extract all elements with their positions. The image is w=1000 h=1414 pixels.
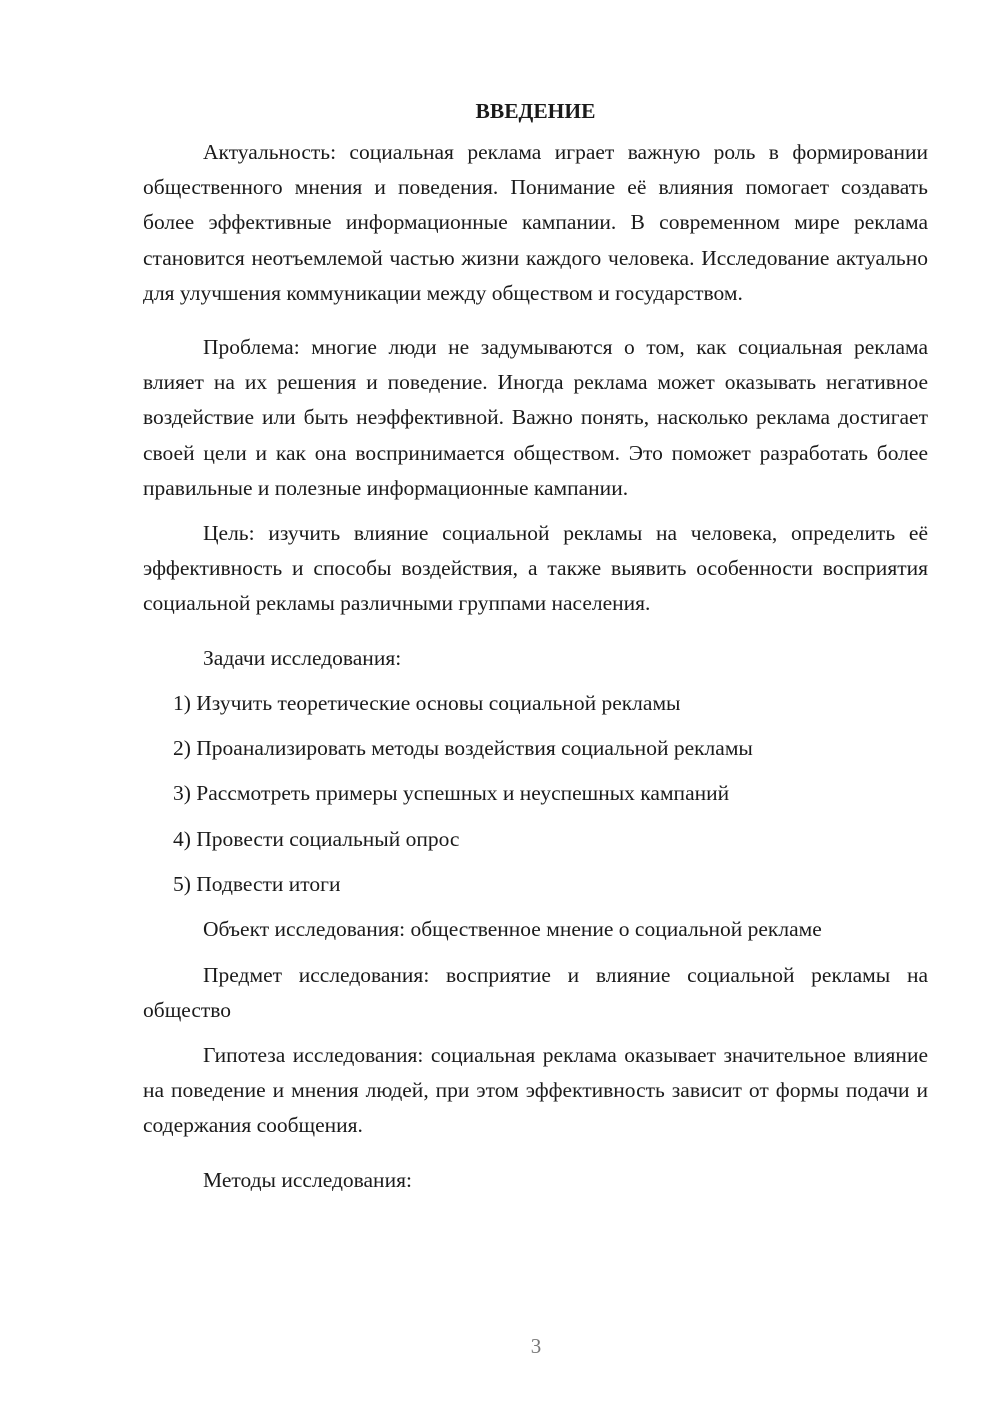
page-number: 3 (530, 1334, 542, 1358)
paragraph-hypothesis: Гипотеза исследования: социальная реклама оказывает значительное влияние на поведение и мнения людей, при этом эффективность зависит от формы подачи и содержания сообщения. (143, 1042, 928, 1138)
paragraph-object: Объект исследования: общественное мнение о социальной рекламе (203, 917, 822, 942)
list-item: 3) Рассмотреть примеры успешных и неуспешных кампаний (173, 781, 730, 806)
page-content (143, 96, 928, 1198)
paragraph-problem: Проблема: многие люди не задумываются о том, как социальная реклама влияет на их решения и поведение. Иногда реклама может оказывать негативное воздействие или быть неэффективной. Важно понять, насколько реклама достигает своей цели и как она воспринимается обществом. Это поможет разработать более правильные и полезные информационные кампании. (143, 335, 928, 500)
list-item: 1) Изучить теоретические основы социальной рекламы (173, 690, 681, 715)
tasks-heading: Задачи исследования: (203, 645, 402, 670)
paragraph-relevance: Актуальность: социальная реклама играет важную роль в формировании общественного мнения и поведения. Понимание её влияния помогает создавать более эффективные информационные кампании. В современном мире реклама становится неотъемлемой частью жизни каждого человека. Исследование актуально для улучшения коммуникации между обществом и государством. (143, 140, 928, 305)
tasks-list (143, 686, 928, 912)
page-title: ВВЕДЕНИЕ (475, 99, 596, 123)
methods-heading: Методы исследования: (203, 1167, 412, 1192)
list-item: 5) Подвести итоги (173, 872, 341, 897)
paragraph-goal: Цель: изучить влияние социальной рекламы на человека, определить её эффективность и способы воздействия, а также выявить особенности восприятия социальной рекламы различными группами населения. (143, 521, 928, 616)
list-item: 2) Проанализировать методы воздействия социальной рекламы (173, 736, 753, 761)
list-item: 4) Провести социальный опрос (173, 826, 460, 851)
paragraph-subject: Предмет исследования: восприятие и влияние социальной рекламы на общество (143, 962, 928, 1022)
